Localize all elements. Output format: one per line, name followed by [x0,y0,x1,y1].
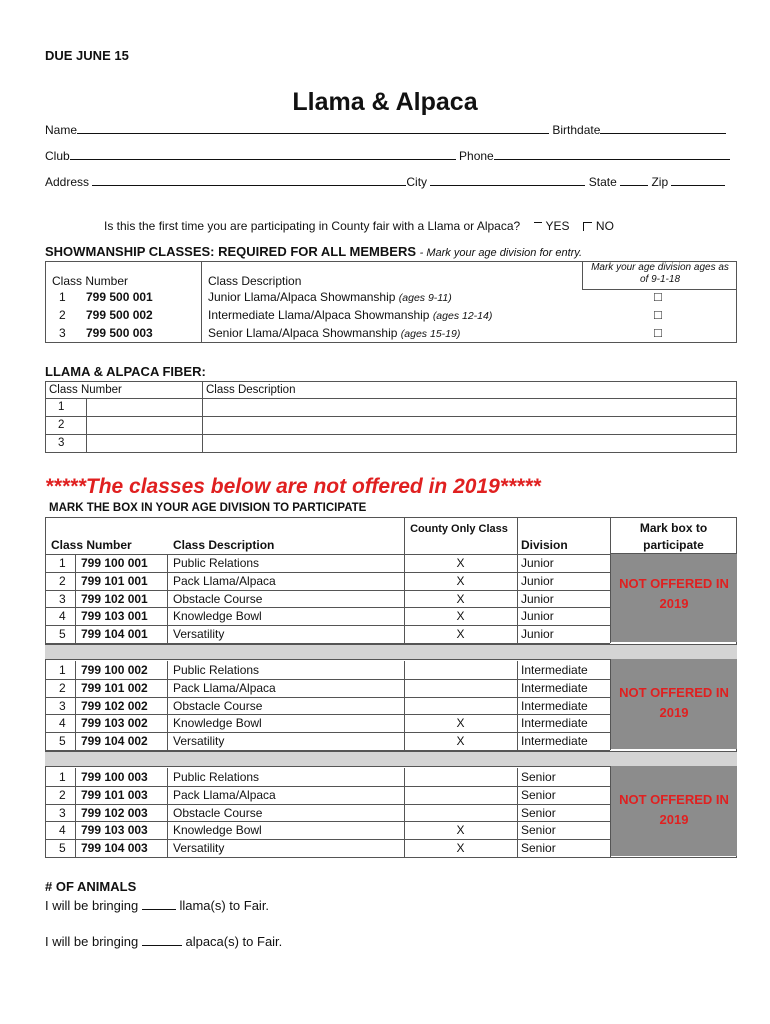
page-title: Llama & Alpaca [292,88,478,116]
division-row-desc: Pack Llama/Alpaca [173,680,276,695]
fiber-table [45,381,737,453]
division-row-number: 799 101 001 [81,573,148,588]
question-text: Is this the first time you are participating in County fair with a Llama or Alpaca? [104,219,521,233]
division-row-number: 799 103 001 [81,609,148,624]
alpaca-count-field[interactable] [142,934,182,946]
division-row-division: Junior [521,556,554,570]
div-col-desc: Class Description [173,538,275,552]
division-row-division: Senior [521,770,556,784]
group-separator [45,644,737,660]
division-row-division: Junior [521,591,554,606]
show-row-index: 1 [59,290,66,304]
showmanship-title: SHOWMANSHIP CLASSES: REQUIRED FOR ALL MEMBERS [45,244,417,259]
division-row-index: 1 [59,663,66,677]
mark-instruction: MARK THE BOX IN YOUR AGE DIVISION TO PARTICIPATE [49,502,367,514]
fiber-row-index: 3 [46,435,87,452]
division-row-county: X [456,716,465,731]
division-row-index: 5 [59,841,66,856]
fiber-row [46,435,737,453]
division-row-division: Intermediate [521,734,588,749]
division-row-desc: Obstacle Course [173,805,263,820]
division-row-desc: Knowledge Bowl [173,609,262,624]
show-row-desc [208,308,492,322]
zip-field[interactable] [671,174,725,186]
name-field[interactable] [77,122,549,134]
show-row-ages: (ages 12-14) [432,310,493,322]
not-offered-notice: *****The classes below are not offered in 2019***** [45,475,541,498]
club-row [45,148,730,163]
fiber-class-desc-field[interactable] [203,417,737,435]
show-row-desc-text: Junior Llama/Alpaca Showmanship [208,290,396,304]
due-date: DUE JUNE 15 [45,48,129,63]
division-row-index: 5 [59,627,66,642]
column-rule [167,661,168,750]
division-row-division: Senior [521,823,556,838]
showmanship-note: - Mark your age division for entry. [419,247,583,259]
division-row-number: 799 104 002 [81,734,148,749]
division-row-number: 799 102 001 [81,591,148,606]
age-division-checkbox[interactable]: □ [654,325,662,340]
alpaca-before: I will be bringing [45,934,139,949]
division-row-index: 2 [59,787,66,802]
division-row-index: 2 [59,573,66,588]
name-label: Name [45,123,78,137]
division-row-county: X [456,627,465,642]
division-row-desc: Versatility [173,734,225,749]
alpaca-count-row [45,934,282,949]
column-rule [167,554,168,643]
division-row-number: 799 103 003 [81,823,148,838]
div-col-division: Division [521,538,568,552]
showmanship-col-desc: Class Description [208,274,302,288]
division-row-index: 4 [59,823,66,838]
division-row-index: 3 [59,805,66,820]
division-row-division: Intermediate [521,680,588,695]
division-row-desc: Pack Llama/Alpaca [173,573,276,588]
fiber-row [46,417,737,435]
div-col-county: County Only Class [410,523,508,535]
division-row-desc: Public Relations [173,663,260,677]
division-row-county: X [456,823,465,838]
fiber-col-desc: Class Description [203,382,737,399]
div-col-number: Class Number [51,538,132,552]
division-row-number: 799 100 002 [81,663,148,677]
division-row-division: Senior [521,805,556,820]
age-division-checkbox[interactable]: □ [654,289,662,304]
division-row-number: 799 100 003 [81,770,148,784]
division-row-number: 799 101 002 [81,680,148,695]
show-row-number: 799 500 001 [86,290,153,304]
division-row-index: 3 [59,698,66,713]
show-row-ages: (ages 15-19) [400,328,461,340]
fiber-class-number-field[interactable] [87,399,202,416]
division-row-index: 3 [59,591,66,606]
showmanship-col-number: Class Number [52,274,129,288]
address-row [45,174,725,189]
division-row-county: X [456,734,465,749]
division-row-desc: Public Relations [173,770,260,784]
no-checkbox[interactable] [583,222,592,231]
club-field[interactable] [70,148,456,160]
fiber-class-desc-field[interactable] [203,435,737,453]
column-rule [75,768,76,857]
division-row-county: X [456,841,465,856]
fiber-row [46,399,737,417]
header-rule [610,553,737,554]
show-row-desc-text: Senior Llama/Alpaca Showmanship [208,326,398,340]
division-row-division: Senior [521,841,556,856]
birthdate-label: Birthdate [552,123,601,137]
state-field[interactable] [620,174,648,186]
zip-label: Zip [651,175,669,189]
div-col-mark: Mark box to participate [639,521,708,552]
division-row-index: 1 [59,556,66,570]
division-row-county: X [456,556,465,570]
first-time-question [104,219,614,233]
llama-count-field[interactable] [142,898,176,910]
address-label: Address [45,175,90,189]
show-row-desc [208,290,452,304]
show-row-desc-text: Intermediate Llama/Alpaca Showmanship [208,308,430,322]
fiber-heading: LLAMA & ALPACA FIBER: [45,364,206,379]
column-rule [517,661,518,750]
column-rule [517,517,518,643]
division-row-number: 799 102 003 [81,805,148,820]
show-row-ages: (ages 9-11) [398,292,452,304]
city-label: City [406,175,428,189]
division-row-county: X [456,573,465,588]
show-row-index: 2 [59,308,66,322]
llama-before: I will be bringing [45,898,139,913]
division-row-desc: Pack Llama/Alpaca [173,787,276,802]
fiber-row-index: 2 [46,417,87,434]
division-row-index: 4 [59,609,66,624]
division-row-number: 799 104 001 [81,627,148,642]
division-row-index: 4 [59,716,66,731]
fiber-col-number: Class Number [46,382,203,399]
division-row-county: X [456,591,465,606]
division-row-desc: Versatility [173,627,225,642]
division-row-index: 5 [59,734,66,749]
alpaca-after: alpaca(s) to Fair. [185,934,283,949]
llama-count-row [45,898,269,913]
division-row-division: Intermediate [521,698,588,713]
club-label: Club [45,149,70,163]
show-row-desc [208,326,460,340]
division-row-division: Intermediate [521,663,588,677]
phone-field[interactable] [494,148,730,160]
division-row-desc: Obstacle Course [173,591,263,606]
no-label: NO [595,219,614,233]
fiber-class-number-field[interactable] [87,435,202,452]
division-row-desc: Versatility [173,841,225,856]
state-label: State [588,175,617,189]
column-rule [517,768,518,857]
row-rule [45,857,610,858]
not-offered-panel: NOT OFFERED IN 2019 [610,554,737,642]
not-offered-panel: NOT OFFERED IN 2019 [610,766,737,856]
age-division-checkbox[interactable]: □ [654,307,662,322]
llama-after: llama(s) to Fair. [179,898,270,913]
division-row-number: 799 100 001 [81,556,148,570]
yes-label: YES [545,219,570,233]
division-row-division: Intermediate [521,716,588,731]
city-field[interactable] [430,174,585,186]
division-row-division: Junior [521,609,554,624]
fiber-class-desc-field[interactable] [203,399,737,417]
not-offered-panel: NOT OFFERED IN 2019 [610,659,737,749]
name-row [45,122,726,137]
showmanship-heading [45,244,582,259]
division-row-number: 799 103 002 [81,716,148,731]
yes-checkbox[interactable] [534,222,542,231]
phone-label: Phone [459,149,494,163]
show-row-index: 3 [59,326,66,340]
division-row-division: Senior [521,787,556,802]
group-separator [45,751,737,767]
birthdate-field[interactable] [600,122,726,134]
showmanship-col-mark: Mark your age division ages as of 9-1-18 [591,262,729,285]
column-rule [75,554,76,643]
division-row-number: 799 102 002 [81,698,148,713]
fiber-row-index: 1 [46,399,87,416]
division-row-number: 799 104 003 [81,841,148,856]
division-row-desc: Public Relations [173,556,260,570]
animals-heading: # OF ANIMALS [45,879,137,894]
division-row-county: X [456,609,465,624]
show-row-number: 799 500 003 [86,326,153,340]
address-field[interactable] [92,174,406,186]
column-rule [75,661,76,750]
division-row-desc: Knowledge Bowl [173,823,262,838]
division-row-desc: Obstacle Course [173,698,263,713]
division-row-index: 2 [59,680,66,695]
show-row-number: 799 500 002 [86,308,153,322]
division-row-index: 1 [59,770,66,784]
division-row-division: Junior [521,573,554,588]
column-rule [167,768,168,857]
division-row-number: 799 101 003 [81,787,148,802]
division-row-division: Junior [521,627,554,642]
division-row-desc: Knowledge Bowl [173,716,262,731]
fiber-class-number-field[interactable] [87,417,202,434]
